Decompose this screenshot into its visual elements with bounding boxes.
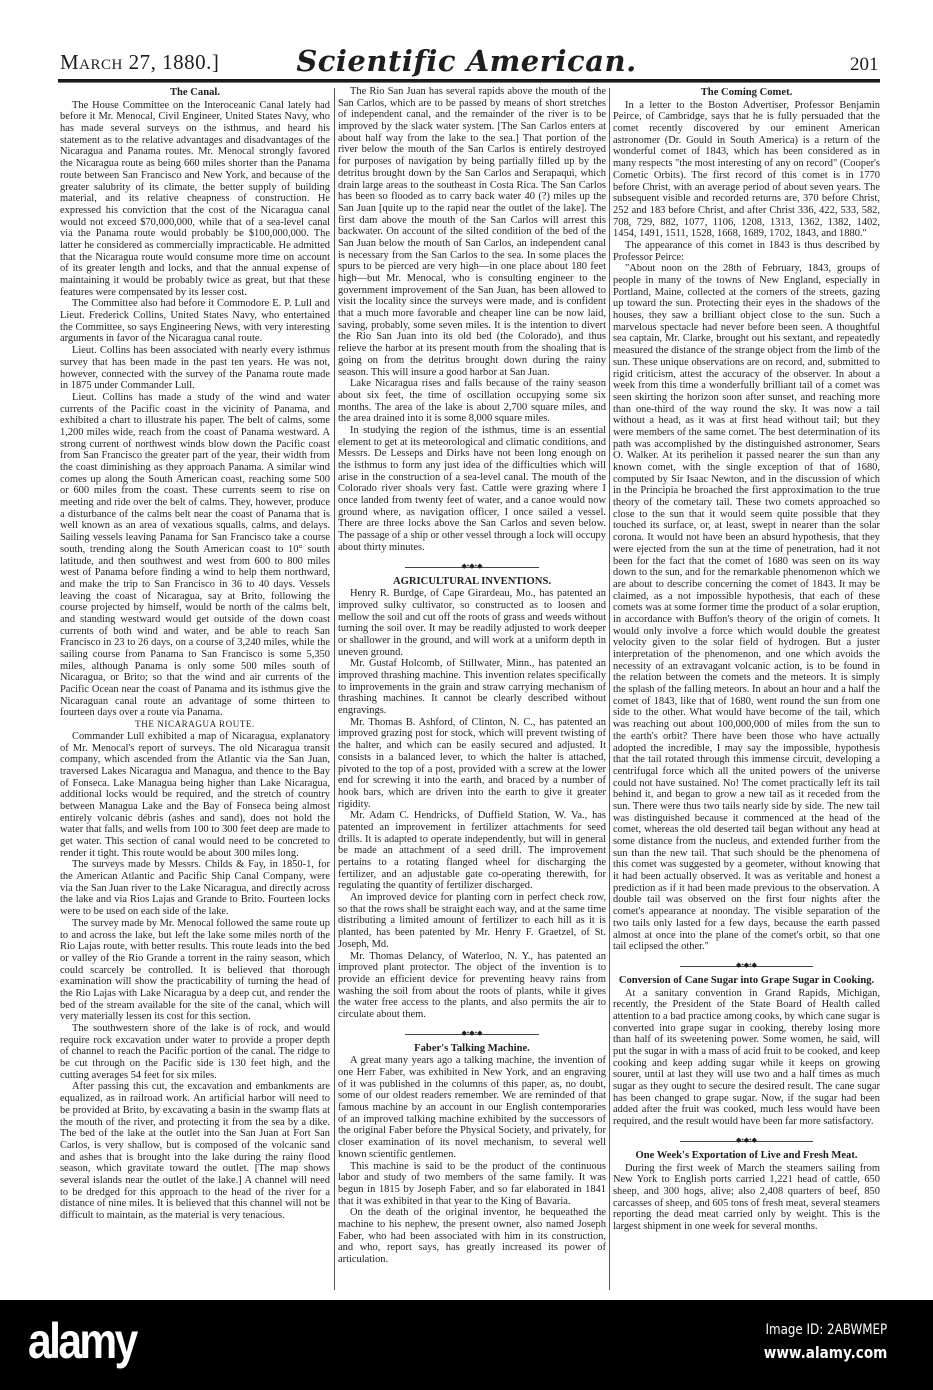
article-paragraph: A great many years ago a talking machine, the invention of one Herr Faber, was exhibited in New York, and an engraving of it was published in the columns of this paper, as, no doubt, some of our oldest readers remember. We are reminded of that famous machine by an account in our English contemporaries of an improved talking machine exhibited by the successors of the original Faber before the Physical Society, and privately, for closer examination of its novel mechanism, to several well known scientific gentlemen. [338,1055,606,1160]
article-paragraph: Mr. Gustaf Holcomb, of Stillwater, Minn., has patented an improved thrashing machine. This invention relates specifically to improvements in the grain and straw carrying mechanism of thrashing machines. It cannot be clearly described without engravings. [338,658,606,717]
article-paragraph: At a sanitary convention in Grand Rapids, Michigan, recently, the President of the State Board of Health called attention to a bad practice among cooks, by which cane sugar is converted into grape sugar in cooking, thereby losing more than half of its sweetening power. Some women, he said, will put the sugar in with a mass of acid fruit to be cooked, and keep cooking and keep adding sugar while it keeps on growing sourer, until at last they will use two and a half times as much sugar as they ought to secure the desired result. The cane sugar has been changed to grape sugar. Now, if the sugar had been added after the fruit was cooked, much less would have been required, and the result would have been far more satisfactory. [613,987,880,1128]
article-paragraph: During the first week of March the steamers sailing from New York to English ports carried 1,221 head of cattle, 650 sheep, and 300 hogs, alive; also 2,408 quarters of beef, 850 carcasses of sheep, and 605 tons of fresh meat, several steamers reporting the dead meat carried only by weight. This is the largest shipment in one week for several months. [613,1162,880,1232]
ornamental-divider [613,1136,880,1148]
column-divider [609,88,610,1290]
column-2 [338,86,606,1266]
article-paragraph: This machine is said to be the product of the continuous labor and study of two members of the same family. It was begun in 1815 by Joseph Faber, and so far elaborated in 1841 that it was exhibited in that year to the King of Bavaria. [338,1160,606,1207]
image-id: Image ID: 2ABWMEP [765,1322,887,1338]
article-paragraph: The Rio San Juan has several rapids above the mouth of the San Carlos, which are to be passed by means of short stretches of independent canal, and the remainder of the river is to be improved by the slack water system. [The San Carlos enters at about half way from the lake to the sea.] That portion of the river below the mouth of the San Carlos is entirely destroyed for purposes of navigation by being partially filled up by the detritus brought down by the San Carlos and Serapaqui, which drain large areas to the southeast in Costa Rica. The San Carlos has been so flooded as to carry back water 40 (?) miles up the San Juan [quite up to the rapid near the outlet of the lake]. The first dam above the mouth of the San Carlos will arrest this backwater. On account of the silted condition of the bed of the San Juan below the mouth of San Carlos, an independent canal is necessary from the San Carlos to the sea. In some places the spurs to be pierced are very high—in one place about 180 feet high—but Mr. Menocal, who is consulting engineer to the government improvement of the San Juan, has been allowed to visit the locality since the surveys were made, and is confident that a much more favorable and cheaper line can be now laid, saving, probably, some seven miles. It is the intention to divert the Rio San Juan into its old bed (the Colorado), and thus relieve the harbor at its present mouth from the shoaling that is going on from the detritus brought down during the rainy season. This will insure a good harbor at San Juan. [338,86,606,378]
article-paragraph: The survey made by Mr. Menocal followed the same route up to and across the lake, but left the lake some miles north of the Rio Lajas route, with better results. This route leads into the bed or valley of the Rio Grande a torrent in the rainy season, which could scarcely be controlled. It is believed that thorough examination will show the practicability of turning the head of the Rio Lajas with Lake Nicaragua by a deep cut, and render the bed of the stream available for the site of the canal, which will very materially lessen its cost for this section. [60,917,330,1023]
article-heading: Faber's Talking Machine. [414,1042,530,1054]
column-3 [613,86,880,1233]
issue-date: March 27, 1880.] [60,50,220,74]
article-paragraph: In studying the region of the isthmus, time is an essential element to get at its meteorological and climatic conditions, and Messrs. De Lesseps and Dirks have not been long enough on the isthmus to form any just idea of the difficulties which will arise in the construction of a sea-level canal. The mouth of the Colorado river shoals very fast. Cattle were grazing where I once landed from twenty feet of water, and a canoe would now ground where, as navigation officer, I once sailed a vessel. There are three locks above the San Carlos and seven below. The passage of a ship or other vessel through a lock will occupy about thirty minutes. [338,424,606,553]
article-paragraph: Lake Nicaragua rises and falls because of the rainy season about six feet, the time of oscillation occupying some six months. The area of the lake is about 2,700 square miles, and the area drained into it is some 8,000 square miles. [338,378,606,425]
article-paragraph: Mr. Adam C. Hendricks, of Duffield Station, W. Va., has patented an improvement in fertilizer attachments for seed drills. It is adapted to operate independently, but will in general be made an attachment of a seed drill. The improvement pertains to a rotating flanged wheel for discharging the fertilizer, and an adjustable gate co-operating therewith, for regulating the quantity of fertilizer discharged. [338,810,606,892]
article-paragraph: On the death of the original inventor, he bequeathed the machine to his nephew, the present owner, also named Joseph Faber, who had been associated with him in its construction, and who, report says, has greatly increased its power of articulation. [338,1207,606,1265]
article-paragraph: "About noon on the 28th of February, 1843, groups of people in many of the towns of New England, especially in Portland, Maine, collected at the corners of the streets, gazing up toward the sun. Protecting their eyes in the shadows of the houses, they saw a brilliant object close to the sun. Such a marvelous spectacle had never before been seen. A thoughtful sea captain, Mr. Clarke, brought out his sextant, and repeatedly measured the distance of the strange object from the limb of the sun. These unique observations are on record, and, submitted to rigid criticism, attest the accuracy of the observer. In about a week from this time a wonderfully brilliant tail of a comet was seen skirting the horizon soon after sunset, and reaching more than one-third of the way round the sky. It was now a tail without a head, as it was at first head without tail; but they were members of the same comet. The best determination of its path was accomplished by the distinguished astronomer, Sears O. Walker. At its perihelion it passed nearer the sun than any known comet, with the single exception of that of 1680, computed by Sir Isaac Newton, and in the discussion of which in the Principia he broached the first approximation to the true theory of the cometary tail. These two comets approached so close to the sun that it would seem quite possible that they touched its surface, or, at least, swept in nearer than the solar corona. It would not have been an absurd hypothesis, that they were ejected from the sun at the time of penetration, had it not been for the fact that the comet of 1680 was seen on its way down to the sun, and for the remarkable phenomenon which we are about to describe concerning the comet of 1843. It may be claimed, as a not impossible hypothesis, that each of these comets was at some former time the product of a solar eruption, in accordance with Buffon's theory of the origin of comets. It would only involve a force which would double the greatest velocity given to the solar field of hydrogen. But a juster interpretation of the phenomenon, and one which avoids the necessity of an extravagant volcanic action, is to be found in the relation between the comets and the meteors. It is simply the splash of the falling meteors. In about an hour and a half the comet of 1843, like that of 1680, went round the sun from one side to the other. What would have become of the tail, which was reaching out about 100,000,000 of miles from the sun to the earth's orbit? There have been those who have actually adopted the incredible, I may say the impossible, hypothesis that the tail rotated through this immense circuit, developing a centrifugal force which all the united powers of the universe could not have sustained. No! The comet practically left its tail behind it, and began to grow a new tail as it receded from the sun. There were thus two tails nearly side by side. The new tail was distinguished because it commenced at the head of the comet, whereas the old deserted tail began without any head at some distance from the nucleus, and extended further from the sun than the new tail. That such should be the phenomena of this comet was suggested by a geometer, without knowing that it had been actually observed. It was as veritable and honest a prediction as if it had been made previous to the observation. A double tail was observed on the first four nights after the comet's appearance at noonday. The visible separation of the two tails only lasted for a few days, because the earth passed almost at once into the plane of the comet's orbit, so that one tail eclipsed the other." [613,263,880,953]
article-paragraph: Mr. Thomas B. Ashford, of Clinton, N. C., has patented an improved grazing post for stock, which will prevent twisting of the halter, and which can be easily secured and adjusted. It consists in a balanced lever, to which the halter is attached, pivoted to the top of a post, provided with a screw at the lower end for screwing it into the earth, and braced by a number of hook bars, which are driven into the earth to give it greater rigidity. [338,716,606,810]
alamy-logo: alamy [28,1313,136,1369]
article-paragraph: An improved device for planting corn in perfect check row, so that the rows shall be straight each way, and at the same time distributing a limited amount of fertilizer to each hill as it is planted, has been patented by Mr. Henry F. Graetzel, of St. Joseph, Md. [338,892,606,950]
article-paragraph: The House Committee on the Interoceanic Canal lately had before it Mr. Menocal, Civil Engineer, United States Navy, who has made several surveys on the isthmus, and heard his statement as to the relative advantages and disadvantages of the Nicaragua and Panama routes. Mr. Menocal strongly favored the Nicaragua route as being 660 miles shorter than the Panama route between San Francisco and New York, and because of the greater salubrity of its climate, the better supply of building material, and its relative cheapness of construction. He expressed his conviction that the cost of the Nicaragua canal would not exceed $70,000,000, while that of a sea-level canal via the Panama route would probably be $100,000,000. The latter he considered as commercially impracticable. He admitted that the Nicaragua route would consume more time on account of its greater length and locks, and that the annual expense of maintaining it would be probably twice as great, but that these features were compensated by its lesser cost. [60,99,330,298]
article-paragraph: Lieut. Collins has made a study of the wind and water currents of the Pacific coast in the vicinity of Panama, and exhibited a chart to illustrate his paper. The belt of calms, some 1,200 miles wide, reach from the coast of Panama westward. A strong current of northwest winds blow down the Pacific coast from San Francisco the greater part of the year, their width from the coast diminishing as they approach Panama. A similar wind comes up along the South American coast, reaching some 500 or 600 miles from the coast. These currents seem to rise on meeting and ride over the belt of calms. They, however, produce a disturbance of the calms belt near the coast of Panama that is well known as an area of vexatious squalls, calms, and delays. Sailing vessels leaving Panama for San Francisco take a course south, trending along the South American coast to 10° south latitude, and then southwest and west from 600 to 800 miles west of Panama before finding a wind to help them northward, and make the trip to San Francisco in 36 to 40 days. Vessels leaving the coast of Nicaragua, say at Brito, following the course projected by himself, would be north of the calms belt, and standing westward would get outside of the down coast currents of both wind and water, and be able to reach San Francisco in 23 to 26 days, on a course of 3,240 miles, while the sailing course from Panama to San Francisco is some 5,350 miles, although Panama is only some 500 miles south of Nicaragua, or Brito; so that the wind and air currents of the Pacific Ocean near the coast of Panama and its isthmus give the Nicaraguan canal route an advantage of some thirteen to fourteen days over a route via Panama. [60,391,330,719]
header-rule [58,79,880,83]
article-paragraph: After passing this cut, the excavation and embankments are equalized, as in railroad work. An artificial harbor will need to be provided at Brito, by excavating a basin in the swamp flats at the mouth of the river, and protecting it from the sea by a dike. The bed of the lake at the outlet into the San Juan at Fort San Carlos, is very shallow, but is composed of the volcanic sand and ashes that is brought into the lake during the rainy flood season, which gravitate toward the outlet. [The map shows several islands near the outlet of the lake.] A channel will need to be dredged for this approach to the head of the river for a distance of nine miles. It is believed that this channel will not be difficult to maintain, as the material is very tenacious. [60,1081,330,1221]
source-url: www.alamy.com [763,1343,887,1362]
article-paragraph: The surveys made by Messrs. Childs & Fay, in 1850-1, for the American Atlantic and Pacific Ship Canal Company, were via the San Juan river to the Lake Nicaragua, and directly across the lake and via Rios Lajas and Grande to Brito. Fourteen locks were to be used on each side of the lake. [60,859,330,918]
ornamental-divider [613,961,880,973]
watermark-banner [0,1300,933,1390]
article-heading: Conversion of Cane Sugar into Grape Sugar in Cooking. [618,974,875,986]
article-paragraph: In a letter to the Boston Advertiser, Professor Benjamin Peirce, of Cambridge, says that he is fully persuaded that the comet recently discovered by our eminent American astronomer (Dr. Gould in South America) is a return of the wonderful comet of 1843, which has been considered as in many respects "the most interesting of any on record" (Cooper's Cometic Orbits). The first record of this comet is in 1770 before Christ, with an average period of about seven years. The subsequent visible and recorded returns are, 370 before Christ, 252 and 183 before Christ, and after Christ 336, 422, 533, 582, 708, 729, 882, 1077, 1106, 1208, 1313, 1362, 1382, 1402, 1454, 1491, 1511, 1528, 1668, 1689, 1702, 1843, and 1880." [613,99,880,240]
section-subhead: THE NICARAGUA ROUTE. [135,719,255,730]
column-1 [60,86,330,1222]
article-paragraph: Mr. Thomas Delancy, of Waterloo, N. Y., has patented an improved plant protector. The object of the invention is to provide an efficient device for preventing heavy rains from washing the soil from about the roots of plants, while it gives the water free access to the plants, and also permits the air to circulate about them. [338,950,606,1020]
article-heading: The Canal. [169,87,221,98]
ornamental-divider [338,1029,606,1041]
article-heading: AGRICULTURAL INVENTIONS. [393,575,551,587]
article-paragraph: The Committee also had before it Commodore E. P. Lull and Lieut. Frederick Collins, United States Navy, who entertained the Committee, so says Engineering News, with very interesting arguments in favor of the Nicaragua canal route. [60,298,330,345]
page-number: 201 [850,54,879,75]
article-paragraph: Henry R. Burdge, of Cape Girardeau, Mo., has patented an improved sulky cultivator, so constructed as to loosen and mellow the soil and cut off the roots of grass and weeds without turning the soil over. It may be readily adjusted to work deeper or shallower in the ground, and will work at a uniform depth in uneven ground. [338,588,606,658]
article-paragraph: Lieut. Collins has been associated with nearly every isthmus survey that has been made in the past ten years. He was not, however, connected with the survey of the Panama route made in 1875 under Commander Lull. [60,345,330,392]
column-divider [334,88,335,1290]
article-paragraph: The southwestern shore of the lake is of rock, and would require rock excavation under water to provide a proper depth of channel to reach the Pacific portion of the canal. The ridge to be cut through on the Pacific side is 130 feet high, and the cutting averages 54 feet for six miles. [60,1023,330,1081]
article-heading: The Coming Comet. [700,87,793,98]
ornamental-divider [338,562,606,574]
article-paragraph: The appearance of this comet in 1843 is thus described by Professor Peirce: [613,239,880,263]
masthead-title: Scientific American. [296,44,637,78]
article-heading: One Week's Exportation of Live and Fresh Meat. [635,1149,858,1161]
article-paragraph: Commander Lull exhibited a map of Nicaragua, explanatory of Mr. Menocal's report of surveys. The old Nicaragua transit company, which ascended from the Atlantic via the San Juan, traversed Lakes Nicaragua and Managua, and thence to the Bay of Fonseca. Lake Managua being higher than Lake Nicaragua, additional locks would be required, and the stretch of country between Managua Lake and the Bay of Fonseca being almost entirely volcanic débris (ashes and sand), does not hold the water that falls, and wells from 100 to 300 feet deep are made to get water. This section of canal would need to be concreted to render it tight. This route would be about 300 miles long. [60,730,330,859]
